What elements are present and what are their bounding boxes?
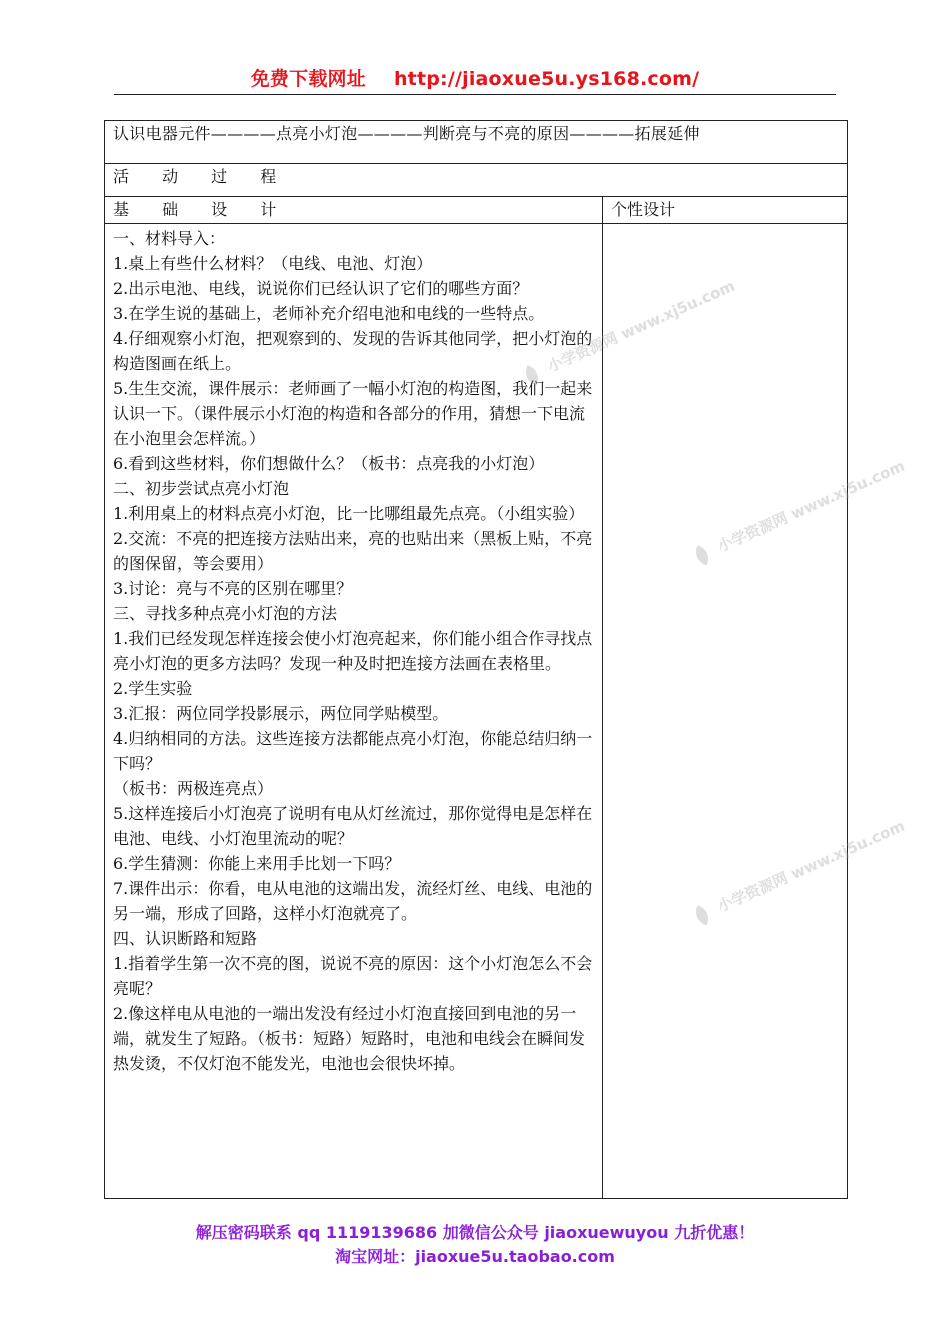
download-header	[0, 64, 950, 91]
content-line: 2.交流：不亮的把连接方法贴出来，亮的也贴出来（黑板上贴，不亮的图保留，等会要用）	[113, 529, 593, 573]
content-line: 四、认识断路和短路	[113, 929, 258, 948]
content-line: 3.讨论：亮与不亮的区别在哪里？	[113, 579, 353, 598]
content-line: 一、材料导入：	[113, 229, 226, 248]
watermark: 小学资源网 www.xj5u.com	[685, 453, 910, 572]
content-line: 3.在学生说的基础上，老师补充介绍电池和电线的一些特点。	[113, 304, 545, 323]
lesson-plan-table	[104, 120, 848, 1199]
footer-taobao-link[interactable]: 淘宝网址：jiaoxue5u.taobao.com	[335, 1247, 615, 1266]
content-line: 4.仔细观察小灯泡，把观察到的、发现的告诉其他同学，把小灯泡的构造图画在纸上。	[113, 329, 593, 373]
header-divider	[114, 94, 836, 95]
footer-contact: 解压密码联系 qq 1119139686 加微信公众号 jiaoxuewuyou 九折优惠！	[195, 1223, 755, 1242]
personal-design-content	[603, 224, 848, 1199]
content-line: 5.生生交流，课件展示：老师画了一幅小灯泡的构造图，我们一起来认识一下。（课件展示小灯泡的构造和各部分的作用，猜想一下电流在小泡里会怎样流。）	[113, 379, 593, 448]
watermark: 小学资源网 www.xj5u.com	[515, 273, 740, 392]
header-url-link[interactable]: http://jiaoxue5u.ys168.com/	[393, 68, 700, 90]
activity-row	[105, 164, 848, 197]
personal-design-header: 个性设计	[603, 197, 848, 224]
flow-row	[105, 121, 848, 164]
content-line: 5.这样连接后小灯泡亮了说明有电从灯丝流过，那你觉得电是怎样在电池、电线、小灯泡里流动的呢？	[113, 804, 593, 848]
content-line: 1.我们已经发现怎样连接会使小灯泡亮起来，你们能小组合作寻找点亮小灯泡的更多方法吗？发现一种及时把连接方法画在表格里。	[113, 629, 593, 673]
content-line: （板书：两极连亮点）	[113, 779, 274, 798]
header-label: 免费下载网址	[250, 68, 366, 90]
content-row	[105, 224, 848, 1199]
content-line: 2.出示电池、电线，说说你们已经认识了它们的哪些方面？	[113, 279, 529, 298]
content-line: 3.汇报：两位同学投影展示，两位同学贴模型。	[113, 704, 449, 723]
content-line: 1.指着学生第一次不亮的图，说说不亮的原因：这个小灯泡怎么不会亮呢？	[113, 954, 593, 998]
basic-design-header: 基 础 设 计	[105, 197, 603, 224]
content-line: 2.像这样电从电池的一端出发没有经过小灯泡直接回到电池的另一端，就发生了短路。（板书：短路）短路时，电池和电线会在瞬间发热发烫，不仅灯泡不能发光，电池也会很快坏掉。	[113, 1004, 586, 1073]
content-line: 2.学生实验	[113, 679, 193, 698]
content-line: 二、初步尝试点亮小灯泡	[113, 479, 290, 498]
column-header-row	[105, 197, 848, 224]
content-line: 1.利用桌上的材料点亮小灯泡，比一比哪组最先点亮。（小组实验）	[113, 504, 585, 523]
activity-label: 活 动 过 程	[105, 164, 848, 197]
content-line: 6.看到这些材料，你们想做什么？（板书：点亮我的小灯泡）	[113, 454, 545, 473]
content-line: 1.桌上有些什么材料？（电线、电池、灯泡）	[113, 254, 433, 273]
flow-cell: 认识电器元件————点亮小灯泡————判断亮与不亮的原因————拓展延伸	[105, 121, 848, 164]
content-line: 7.课件出示：你看，电从电池的这端出发，流经灯丝、电线、电池的另一端，形成了回路，这样小灯泡就亮了。	[113, 879, 593, 923]
content-line: 三、寻找多种点亮小灯泡的方法	[113, 604, 338, 623]
content-line: 4.归纳相同的方法。这些连接方法都能点亮小灯泡，你能总结归纳一下吗？	[113, 729, 593, 773]
watermark: 小学资源网 www.xj5u.com	[685, 813, 910, 932]
content-line: 6.学生猜测：你能上来用手比划一下吗？	[113, 854, 401, 873]
